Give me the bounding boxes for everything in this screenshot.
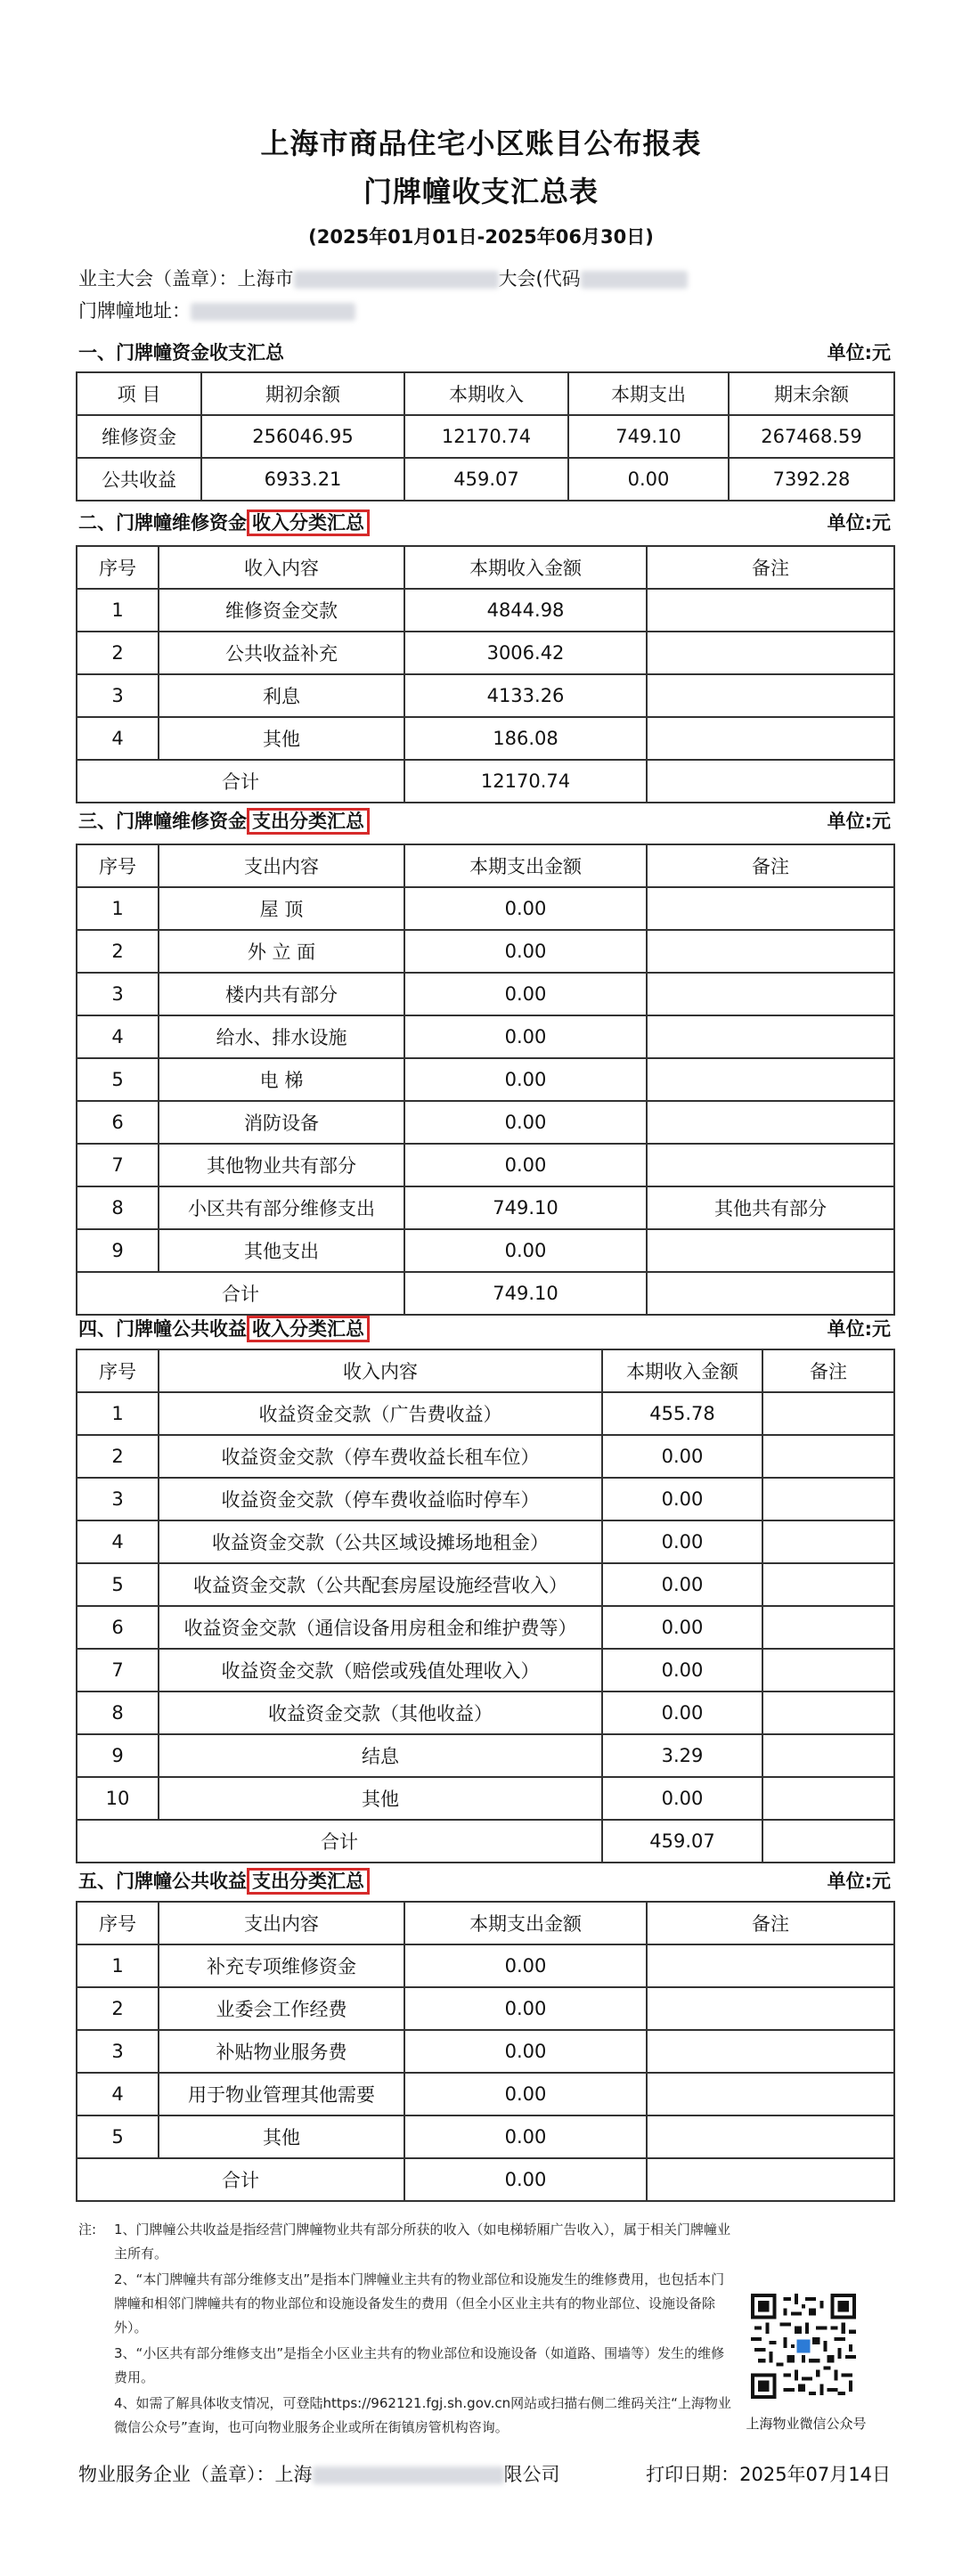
section2-title-prefix: 二、门牌幢维修资金	[78, 512, 247, 534]
section4-unit: 单位:元	[827, 1318, 891, 1340]
table-cell: 0.00	[602, 1606, 762, 1649]
table-cell: 外 立 面	[159, 930, 404, 973]
section5-title-highlight: 支出分类汇总	[247, 1868, 370, 1895]
table-cell	[762, 1820, 894, 1863]
table-row	[77, 2030, 894, 2073]
table-row	[77, 717, 894, 760]
table-row	[77, 1229, 894, 1272]
column-header: 备注	[762, 1349, 894, 1392]
company-label: 物业服务企业（盖章）：	[78, 2464, 275, 2485]
table-cell: 0.00	[404, 930, 647, 973]
table-cell: 8	[77, 1692, 159, 1734]
section3-title	[78, 807, 370, 834]
table-cell: 屋 顶	[159, 887, 404, 930]
table-cell: 1	[77, 589, 159, 632]
table-cell: 补贴物业服务费	[159, 2030, 404, 2073]
owner-name-part1: 上海市	[237, 268, 294, 289]
table-cell: 0.00	[602, 1563, 762, 1606]
table-cell: 4	[77, 2073, 159, 2115]
total-label: 合计	[77, 1820, 602, 1863]
table-cell	[762, 1563, 894, 1606]
table-cell: 0.00	[404, 2030, 647, 2073]
column-header: 本期收入金额	[404, 546, 647, 589]
table-cell: 收益资金交款（赔偿或残值处理收入）	[159, 1649, 602, 1692]
table-row	[77, 458, 894, 501]
section3-unit: 单位:元	[827, 811, 891, 832]
redacted-block	[581, 271, 688, 289]
table-row	[77, 930, 894, 973]
table-cell: 收益资金交款（通信设备用房租金和维护费等）	[159, 1606, 602, 1649]
table-cell: 收益资金交款（其他收益）	[159, 1692, 602, 1734]
section3-title-prefix: 三、门牌幢维修资金	[78, 811, 247, 832]
column-header: 序号	[77, 546, 159, 589]
table-cell	[647, 1015, 894, 1058]
address-label: 门牌幢地址：	[78, 300, 191, 322]
print-date-value: 2025年07月14日	[739, 2464, 891, 2485]
table-row	[77, 1692, 894, 1734]
table-cell: 749.10	[404, 1186, 647, 1229]
table-cell: 其他	[159, 1777, 602, 1820]
table-row	[77, 1058, 894, 1101]
table-cell: 其他共有部分	[647, 1186, 894, 1229]
table-header-row	[77, 372, 894, 415]
section1-title: 一、门牌幢资金收支汇总	[78, 342, 284, 363]
section5-title-prefix: 五、门牌幢公共收益	[78, 1871, 247, 1892]
table-cell	[762, 1520, 894, 1563]
total-label: 合计	[77, 760, 404, 803]
table-cell: 3	[77, 674, 159, 717]
total-label: 合计	[77, 2158, 404, 2201]
table-cell: 收益资金交款（停车费收益临时停车）	[159, 1478, 602, 1520]
table-cell	[647, 632, 894, 674]
table-cell: 小区共有部分维修支出	[159, 1186, 404, 1229]
column-header: 收入内容	[159, 1349, 602, 1392]
table-cell: 9	[77, 1229, 159, 1272]
table-row	[77, 1478, 894, 1520]
table-cell: 5	[77, 1563, 159, 1606]
table-cell: 补充专项维修资金	[159, 1944, 404, 1987]
table-cell: 0.00	[404, 2073, 647, 2115]
table-cell: 0.00	[404, 1944, 647, 1987]
table-row	[77, 1944, 894, 1987]
column-header: 支出内容	[159, 844, 404, 887]
table-row	[77, 1734, 894, 1777]
section2-title-highlight: 收入分类汇总	[247, 509, 370, 536]
redacted-block	[191, 303, 355, 321]
table-cell	[647, 973, 894, 1015]
table-row	[77, 1015, 894, 1058]
table-cell: 维修资金	[77, 415, 201, 458]
qr-code-icon[interactable]	[751, 2294, 856, 2399]
table-cell: 0.00	[602, 1649, 762, 1692]
table-cell: 0.00	[404, 973, 647, 1015]
print-date-label: 打印日期：	[646, 2464, 740, 2485]
section1-header	[78, 338, 891, 365]
footer-print-date	[646, 2460, 891, 2487]
owner-name-part2: 大会(代码	[498, 268, 581, 289]
table-row	[77, 1144, 894, 1186]
table-cell: 4	[77, 717, 159, 760]
table-cell: 其他	[159, 717, 404, 760]
section2-table	[76, 545, 895, 803]
table-row	[77, 2073, 894, 2115]
table-cell: 其他支出	[159, 1229, 404, 1272]
table-cell	[762, 1478, 894, 1520]
table-row	[77, 887, 894, 930]
table-cell: 749.10	[568, 415, 729, 458]
table-cell: 电 梯	[159, 1058, 404, 1101]
table-cell: 4844.98	[404, 589, 647, 632]
notes	[78, 2218, 738, 2441]
section2-header	[78, 509, 891, 535]
column-header: 序号	[77, 1349, 159, 1392]
table-cell	[647, 717, 894, 760]
total-row	[77, 1272, 894, 1315]
table-row	[77, 1649, 894, 1692]
table-cell: 0.00	[404, 1101, 647, 1144]
table-cell	[647, 930, 894, 973]
column-header: 本期支出金额	[404, 844, 647, 887]
note-item: 1、门牌幢公共收益是指经营门牌幢物业共有部分所获的收入（如电梯轿厢广告收入），属于相关门牌幢业主所有。	[114, 2221, 731, 2262]
table-cell: 3006.42	[404, 632, 647, 674]
table-row	[77, 1101, 894, 1144]
table-cell: 用于物业管理其他需要	[159, 2073, 404, 2115]
column-header: 本期支出金额	[404, 1902, 647, 1944]
table-cell: 消防设备	[159, 1101, 404, 1144]
table-row	[77, 1520, 894, 1563]
table-cell: 5	[77, 1058, 159, 1101]
report-subtitle: 门牌幢收支汇总表	[363, 175, 599, 208]
qr-caption: 上海物业微信公众号	[746, 2416, 867, 2432]
table-cell: 6	[77, 1101, 159, 1144]
section2-title	[78, 509, 370, 535]
table-cell: 给水、排水设施	[159, 1015, 404, 1058]
table-cell: 0.00	[404, 1015, 647, 1058]
table-cell: 0.00	[602, 1478, 762, 1520]
table-row	[77, 1987, 894, 2030]
table-cell: 0.00	[404, 2115, 647, 2158]
table-row	[77, 1563, 894, 1606]
table-header-row	[77, 546, 894, 589]
table-cell: 3.29	[602, 1734, 762, 1777]
footer-company	[78, 2460, 560, 2487]
table-cell	[647, 2030, 894, 2073]
table-cell	[762, 1649, 894, 1692]
table-row	[77, 1392, 894, 1435]
table-cell: 0.00	[602, 1777, 762, 1820]
table-cell: 其他	[159, 2115, 404, 2158]
table-row	[77, 1777, 894, 1820]
table-cell: 业委会工作经费	[159, 1987, 404, 2030]
table-cell: 10	[77, 1777, 159, 1820]
total-value: 12170.74	[404, 760, 647, 803]
total-value: 459.07	[602, 1820, 762, 1863]
column-header: 备注	[647, 844, 894, 887]
column-header: 收入内容	[159, 546, 404, 589]
table-row	[77, 973, 894, 1015]
table-cell: 459.07	[404, 458, 568, 501]
table-cell: 0.00	[404, 1229, 647, 1272]
table-cell: 0.00	[404, 887, 647, 930]
section4-table	[76, 1349, 895, 1863]
table-cell: 1	[77, 887, 159, 930]
table-cell: 0.00	[404, 1987, 647, 2030]
table-cell	[762, 1734, 894, 1777]
column-header: 备注	[647, 1902, 894, 1944]
section4-title-highlight: 收入分类汇总	[247, 1316, 370, 1342]
report-period: (2025年01月01日-2025年06月30日)	[308, 226, 654, 248]
redacted-block	[313, 2466, 504, 2484]
section3-title-highlight: 支出分类汇总	[247, 808, 370, 835]
table-cell: 0.00	[404, 1058, 647, 1101]
owner-label: 业主大会（盖章）：	[78, 268, 238, 289]
column-header: 本期支出	[568, 372, 729, 415]
total-value: 0.00	[404, 2158, 647, 2201]
table-cell	[762, 1692, 894, 1734]
table-cell: 7	[77, 1649, 159, 1692]
table-cell	[647, 1101, 894, 1144]
column-header: 期末余额	[729, 372, 894, 415]
table-cell: 186.08	[404, 717, 647, 760]
column-header: 本期收入金额	[602, 1349, 762, 1392]
table-row	[77, 2115, 894, 2158]
column-header: 备注	[647, 546, 894, 589]
table-cell: 收益资金交款（停车费收益长租车位）	[159, 1435, 602, 1478]
total-value: 749.10	[404, 1272, 647, 1315]
total-row	[77, 760, 894, 803]
section1-table	[76, 371, 895, 501]
table-cell: 6933.21	[201, 458, 404, 501]
company-name-part1: 上海	[274, 2464, 313, 2485]
table-cell	[647, 1144, 894, 1186]
table-cell: 3	[77, 973, 159, 1015]
notes-label: 注:	[78, 2221, 97, 2238]
table-cell: 0.00	[404, 1144, 647, 1186]
table-cell: 结息	[159, 1734, 602, 1777]
table-cell	[762, 1392, 894, 1435]
table-cell: 4	[77, 1520, 159, 1563]
table-cell: 公共收益补充	[159, 632, 404, 674]
table-cell: 455.78	[602, 1392, 762, 1435]
table-cell: 3	[77, 1478, 159, 1520]
column-header: 期初余额	[201, 372, 404, 415]
table-cell: 维修资金交款	[159, 589, 404, 632]
section1-unit: 单位:元	[827, 342, 891, 363]
table-cell	[762, 1606, 894, 1649]
table-cell: 8	[77, 1186, 159, 1229]
table-cell	[647, 1944, 894, 1987]
table-cell: 其他物业共有部分	[159, 1144, 404, 1186]
table-row	[77, 1186, 894, 1229]
table-cell: 收益资金交款（公共区域设摊场地租金）	[159, 1520, 602, 1563]
table-cell	[647, 760, 894, 803]
table-cell	[647, 1058, 894, 1101]
table-cell	[647, 2115, 894, 2158]
column-header: 序号	[77, 1902, 159, 1944]
table-cell: 0.00	[568, 458, 729, 501]
table-cell: 收益资金交款（公共配套房屋设施经营收入）	[159, 1563, 602, 1606]
note-item: 4、如需了解具体收支情况，可登陆https://962121.fgj.sh.gov.cn网站或扫描右侧二维码关注“上海物业微信公众号”查询，也可向物业服务企业或所在街镇房管机构咨询。	[114, 2395, 731, 2435]
table-cell: 2	[77, 1435, 159, 1478]
section4-header	[78, 1315, 891, 1341]
table-row	[77, 415, 894, 458]
table-row	[77, 1435, 894, 1478]
table-cell: 7	[77, 1144, 159, 1186]
table-row	[77, 589, 894, 632]
table-cell: 0.00	[602, 1435, 762, 1478]
section5-title	[78, 1867, 370, 1894]
table-cell: 5	[77, 2115, 159, 2158]
total-row	[77, 2158, 894, 2201]
table-cell	[647, 1229, 894, 1272]
table-cell: 2	[77, 930, 159, 973]
table-cell: 2	[77, 632, 159, 674]
section3-table	[76, 844, 895, 1316]
table-row	[77, 674, 894, 717]
section2-unit: 单位:元	[827, 512, 891, 534]
table-row	[77, 632, 894, 674]
total-row	[77, 1820, 894, 1863]
table-cell: 2	[77, 1987, 159, 2030]
table-cell: 楼内共有部分	[159, 973, 404, 1015]
table-cell	[647, 674, 894, 717]
owner-line	[78, 265, 688, 291]
table-cell: 7392.28	[729, 458, 894, 501]
section5-unit: 单位:元	[827, 1871, 891, 1892]
table-cell: 267468.59	[729, 415, 894, 458]
section4-title	[78, 1315, 370, 1341]
table-cell: 1	[77, 1392, 159, 1435]
table-header-row	[77, 1349, 894, 1392]
section4-title-prefix: 四、门牌幢公共收益	[78, 1318, 247, 1340]
company-name-part2: 限公司	[503, 2464, 560, 2485]
table-cell: 公共收益	[77, 458, 201, 501]
redacted-block	[294, 271, 499, 289]
table-cell: 12170.74	[404, 415, 568, 458]
table-cell: 3	[77, 2030, 159, 2073]
table-cell: 1	[77, 1944, 159, 1987]
column-header: 项 目	[77, 372, 201, 415]
section5-header	[78, 1867, 891, 1894]
column-header: 支出内容	[159, 1902, 404, 1944]
table-cell: 收益资金交款（广告费收益）	[159, 1392, 602, 1435]
address-line	[78, 297, 355, 323]
table-row	[77, 1606, 894, 1649]
table-cell: 6	[77, 1606, 159, 1649]
note-item: 3、“小区共有部分维修支出”是指全小区业主共有的物业部位和设施设备（如道路、围墙等）发生的维修费用。	[114, 2345, 725, 2385]
total-label: 合计	[77, 1272, 404, 1315]
table-cell: 利息	[159, 674, 404, 717]
note-item: 2、“本门牌幢共有部分维修支出”是指本门牌幢业主共有的物业部位和设施发生的维修费用，也包括本门牌幢和相邻门牌幢共有的物业部位和设施设备发生的费用（但全小区业主共有的物业部位、设施设备除外）。	[114, 2271, 725, 2336]
table-cell	[762, 1777, 894, 1820]
column-header: 本期收入	[404, 372, 568, 415]
table-header-row	[77, 1902, 894, 1944]
table-cell	[647, 2073, 894, 2115]
table-cell: 256046.95	[201, 415, 404, 458]
table-cell: 0.00	[602, 1692, 762, 1734]
table-cell: 0.00	[602, 1520, 762, 1563]
table-cell	[762, 1435, 894, 1478]
table-cell	[647, 1987, 894, 2030]
report-title: 上海市商品住宅小区账目公布报表	[260, 126, 702, 160]
table-cell	[647, 2158, 894, 2201]
table-cell: 4	[77, 1015, 159, 1058]
section5-table	[76, 1901, 895, 2202]
table-cell	[647, 589, 894, 632]
table-header-row	[77, 844, 894, 887]
table-cell	[647, 1272, 894, 1315]
column-header: 序号	[77, 844, 159, 887]
table-cell: 9	[77, 1734, 159, 1777]
table-cell: 4133.26	[404, 674, 647, 717]
section3-header	[78, 807, 891, 834]
table-cell	[647, 887, 894, 930]
